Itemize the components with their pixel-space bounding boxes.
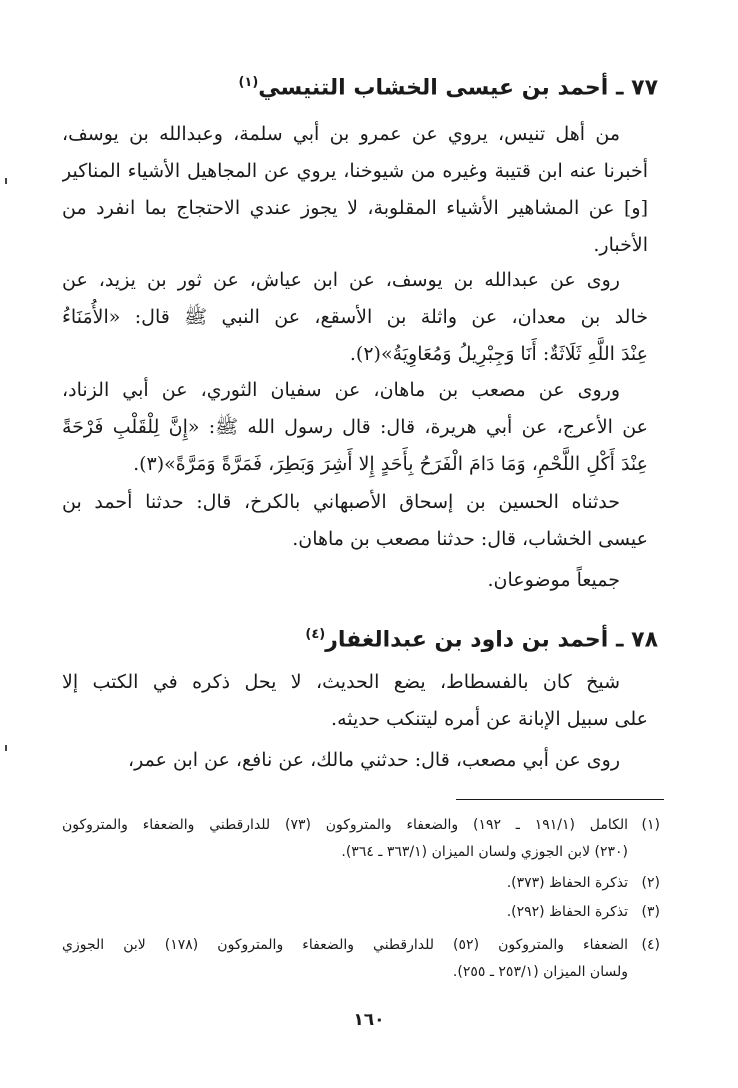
entry-78-heading xyxy=(58,620,658,655)
text-line: عيسى الخشاب، قال: حدثنا مصعب بن ماهان. xyxy=(292,528,648,550)
text-line: حدثناه الحسين بن إسحاق الأصبهاني بالكرخ، قال: حدثنا أحمد بن xyxy=(62,491,620,513)
text-line: من أهل تنيس، يروي عن عمرو بن أبي سلمة، وعبدالله بن يوسف، xyxy=(62,123,620,145)
footnote-line: الكامل (١٩١/١ ـ ١٩٢) والضعفاء والمتروكون (٧٣) للدارقطني والضعفاء والمتروكون xyxy=(62,817,628,833)
text-line: خالد بن معدان، عن واثلة بن الأسقع، عن النبي ﷺ قال: «الأُمَنَاءُ xyxy=(62,306,648,328)
entry-78-paragraph-1 xyxy=(62,664,648,738)
text-line: وروى عن مصعب بن ماهان، عن سفيان الثوري، عن أبي الزناد، xyxy=(62,379,620,401)
text-line: أخبرنا عنه ابن قتيبة وغيره من شيوخنا، يروي عن المجاهيل الأشياء المناكير xyxy=(62,160,648,182)
footnote-line: الضعفاء والمتروكون (٥٢) للدارقطني والضعفاء والمتروكون (١٧٨) لابن الجوزي xyxy=(62,937,628,953)
footnote-line: تذكرة الحفاظ (٣٧٣). xyxy=(506,875,628,891)
footnote-2 xyxy=(62,870,660,897)
footnote-line: (٢٣٠) لابن الجوزي ولسان الميزان (٣٦٣/١ ـ ٣٦٤). xyxy=(341,844,628,860)
footnote-number: (٣) xyxy=(641,904,660,920)
text-line: الأخبار. xyxy=(593,234,648,256)
text-line: جميعاً موضوعان. xyxy=(487,569,620,591)
footnote-number: (١) xyxy=(641,817,660,833)
text-line: روى عن عبدالله بن يوسف، عن ابن عياش، عن ثور بن يزيد، عن xyxy=(62,269,620,291)
entry-77-heading xyxy=(58,68,658,103)
text-line: [و] عن المشاهير الأشياء المقلوبة، لا يجوز عندي الاحتجاج بما انفرد من xyxy=(62,197,648,219)
text-line: عِنْدَ أَكْلِ اللَّحْمِ، وَمَا دَامَ الْفَرَحُ بِأَحَدٍ إِلا أَشِرَ وَبَطِرَ، فَمَرَّةً وَمَرَّةً»(٣). xyxy=(133,453,648,475)
footnote-ref-4: (٤) xyxy=(305,627,326,642)
footnote-number: (٢) xyxy=(641,875,660,891)
text-line: روى عن أبي مصعب، قال: حدثني مالك، عن نافع، عن ابن عمر، xyxy=(128,749,620,771)
page-number: ١٦٠ xyxy=(353,1010,385,1030)
text-line: عن الأعرج، عن أبي هريرة، قال: قال رسول الله ﷺ: «إِنَّ لِلْقَلْبِ فَرْحَةً xyxy=(62,416,648,438)
entry-77-paragraph-3 xyxy=(62,372,648,483)
footnote-number: (٤) xyxy=(641,937,660,953)
entry-77-title: ٧٧ ـ أحمد بن عيسى الخشاب التنيسي xyxy=(258,75,658,101)
footnote-line: تذكرة الحفاظ (٢٩٢). xyxy=(506,904,628,920)
scan-mark xyxy=(5,178,7,184)
entry-77-paragraph-4 xyxy=(62,484,648,558)
footnote-3 xyxy=(62,899,660,926)
entry-77-paragraph-2 xyxy=(62,262,648,373)
footnote-ref-1: (١) xyxy=(238,75,259,90)
text-line: عِنْدَ اللَّهِ ثَلَاثَةٌ: أَنَا وَجِبْرِيلُ وَمُعَاوِيَةُ»(٢). xyxy=(349,343,648,365)
entry-77-paragraph-1 xyxy=(62,116,648,264)
text-line: على سبيل الإبانة عن أمره ليتنكب حديثه. xyxy=(331,708,648,730)
text-line: شيخ كان بالفسطاط، يضع الحديث، لا يحل ذكره في الكتب إلا xyxy=(62,671,620,693)
entry-77-paragraph-5 xyxy=(62,562,648,599)
footnote-1 xyxy=(62,812,660,866)
scan-mark xyxy=(5,745,7,751)
footnote-line: ولسان الميزان (٢٥٣/١ ـ ٢٥٥). xyxy=(452,964,628,980)
entry-78-paragraph-2 xyxy=(62,742,648,779)
entry-78-title: ٧٨ ـ أحمد بن داود بن عبدالغفار xyxy=(325,627,658,653)
footnote-4 xyxy=(62,932,660,986)
footnote-separator xyxy=(456,799,664,800)
